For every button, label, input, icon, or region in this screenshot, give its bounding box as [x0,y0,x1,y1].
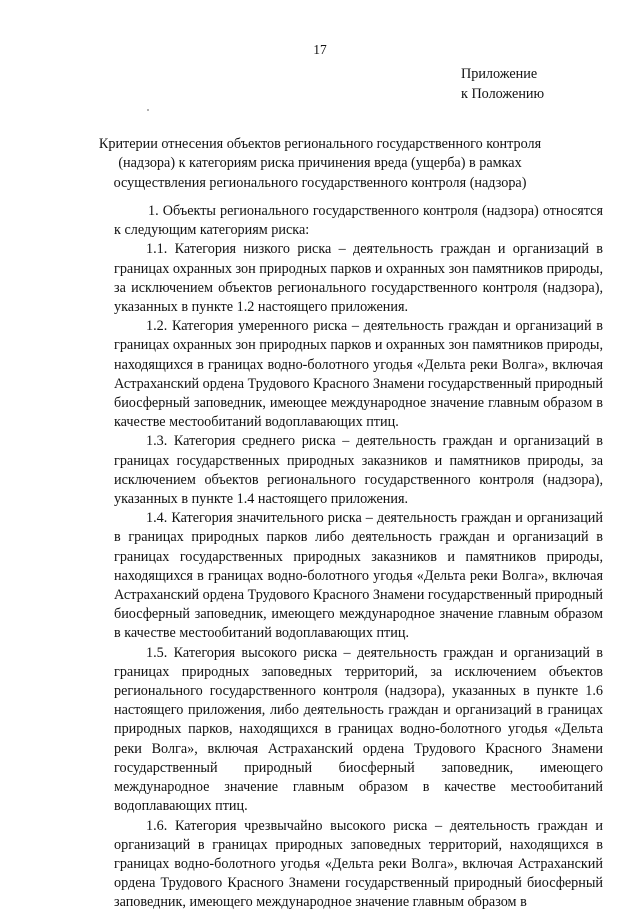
appendix-line-2: к Положению [461,85,545,102]
paragraph-1-3: 1.3. Категория среднего риска – деятельность граждан и организаций в границах государственных природных заказников и памятников природы, за исключением объектов регионального государственного контроля (надзора), указанных в пункте 1.4 настоящего приложения. [114,433,603,508]
appendix-header [461,65,544,104]
document-title: Критерии отнесения объектов регионального государственного контроля (надзора) к категориям риска причинения вреда (ущерба) в рамках осуществления регионального государственного контроля (надзора) [98,136,542,191]
paragraph-1-5: 1.5. Категория высокого риска – деятельность граждан и организаций в границах природных заповедных территорий, за исключением объектов регионального государственного контроля (надзора), указанных в пункте 1.6 настоящего приложения, либо деятельность граждан и организаций в границах природных парков, находящихся в границах водно-болотного угодья «Дельта реки Волга», включая Астраханский ордена Трудового Красного Знамени государственный природный биосферный заповедник, имеющего международное значение главным образом в качестве местообитаний водоплавающих птиц. [114,644,603,815]
appendix-line-1: Приложение [461,66,538,82]
document-body [114,202,603,913]
scan-speck [147,109,149,111]
paragraph-1: 1. Объекты регионального государственного контроля (надзора) относятся к следующим категориям риска: [114,203,603,239]
page-number: 17 [313,42,327,57]
paragraph-1-2: 1.2. Категория умеренного риска – деятельность граждан и организаций в границах охранных зон природных парков и охранных зон памятников природы, находящихся в границах водно-болотного угодья «Дельта реки Волга», включая Астраханский ордена Трудового Красного Знамени государственный природный биосферный заповедник, имеющее международное значение главным образом в качестве местообитаний водоплавающих птиц. [114,318,604,431]
paragraph-1-4: 1.4. Категория значительного риска – деятельность граждан и организаций в границах природных парков либо деятельность граждан и организаций в границах государственных природных заказников и памятников природы, находящихся в границах водно-болотного угодья «Дельта реки Волга», включая Астраханский ордена Трудового Красного Знамени государственный природный биосферный заповедник, имеющего международное значение главным образом в качестве местообитаний водоплавающих птиц. [114,510,604,642]
paragraph-1-1: 1.1. Категория низкого риска – деятельность граждан и организаций в границах охранных зон природных парков и охранных зон памятников природы, за исключением объектов регионального государственного контроля (надзора), указанных в пункте 1.2 настоящего приложения. [114,241,603,316]
paragraph-1-6: 1.6. Категория чрезвычайно высокого риска – деятельность граждан и организаций в границах природных заповедных территорий, находящихся в границах водно-болотного угодья «Дельта реки Волга», включая Астраханский ордена Трудового Красного Знамени государственный природный биосферный заповедник, имеющего международное значение главным образом в [114,817,603,911]
